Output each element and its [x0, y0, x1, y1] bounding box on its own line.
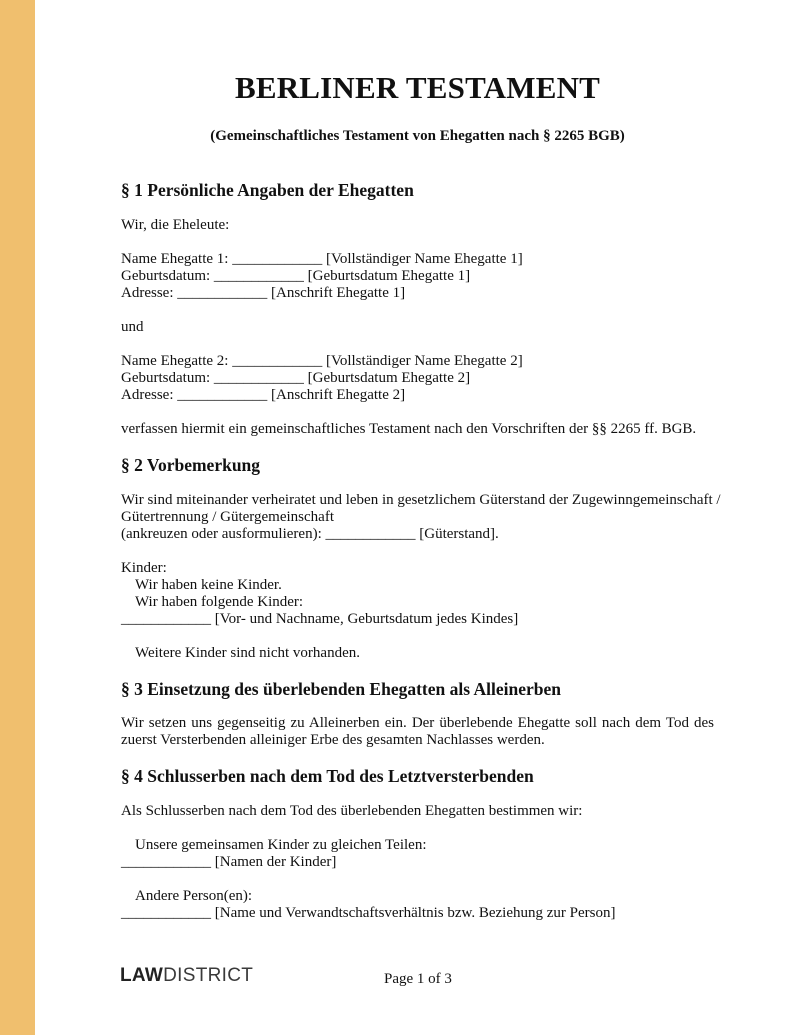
spouse2-address-field: Adresse: ____________ [Anschrift Ehegatte 2]	[121, 387, 406, 403]
children-field: ____________ [Vor- und Nachname, Geburtsdatum jedes Kindes]	[121, 611, 519, 627]
section-3-para: Wir setzen uns gegenseitig zu Alleinerben ein. Der überlebende Ehegatte soll nach dem Tod des zuerst Versterbenden alleiniger Erbe des gesamten Nachlasses werden.	[121, 715, 714, 748]
heirs-children-field: ____________ [Namen der Kinder]	[121, 854, 337, 870]
page-number: Page 1 of 3	[384, 971, 452, 987]
section-4-intro: Als Schlusserben nach dem Tod des überlebenden Ehegatten bestimmen wir:	[121, 803, 583, 819]
option-has-children: Wir haben folgende Kinder:	[135, 594, 304, 610]
option-common-children: Unsere gemeinsamen Kinder zu gleichen Teilen:	[135, 837, 427, 853]
logo-part-law: LAW	[120, 965, 164, 986]
option-other-persons: Andere Person(en):	[135, 888, 253, 904]
option-no-children: Wir haben keine Kinder.	[135, 577, 282, 593]
lawdistrict-logo	[120, 965, 253, 987]
gueterstand-field: (ankreuzen oder ausformulieren): ____________ [Güterstand].	[121, 526, 499, 542]
und-text: und	[121, 319, 144, 335]
section-3-heading: § 3 Einsetzung des überlebenden Ehegatten als Alleinerben	[121, 679, 561, 699]
heirs-other-field: ____________ [Name und Verwandtschaftsverhältnis bzw. Beziehung zur Person]	[121, 905, 616, 921]
spouse1-name-field: Name Ehegatte 1: ____________ [Vollständiger Name Ehegatte 1]	[121, 251, 523, 267]
logo-part-district: DISTRICT	[163, 965, 254, 986]
section-2-heading: § 2 Vorbemerkung	[121, 455, 261, 475]
spouse1-address-field: Adresse: ____________ [Anschrift Ehegatte 1]	[121, 285, 406, 301]
spouse2-name-field: Name Ehegatte 2: ____________ [Vollständiger Name Ehegatte 2]	[121, 353, 523, 369]
document-title: BERLINER TESTAMENT	[234, 70, 601, 105]
side-accent-bar	[0, 0, 35, 1035]
section-1-heading: § 1 Persönliche Angaben der Ehegatten	[121, 180, 414, 200]
section-2-para-line1: Wir sind miteinander verheiratet und leben in gesetzlichem Güterstand der Zugewinngemeinschaft /	[121, 492, 721, 508]
section-2-para-line2: Gütertrennung / Gütergemeinschaft	[121, 509, 334, 525]
spouse1-birthdate-field: Geburtsdatum: ____________ [Geburtsdatum Ehegatte 1]	[121, 268, 471, 284]
no-more-children: Weitere Kinder sind nicht vorhanden.	[135, 645, 360, 661]
section-1-closing: verfassen hiermit ein gemeinschaftliches Testament nach den Vorschriften der §§ 2265 ff. BGB.	[121, 421, 697, 437]
kinder-label: Kinder:	[121, 560, 167, 576]
document-subtitle: (Gemeinschaftliches Testament von Ehegatten nach § 2265 BGB)	[210, 128, 625, 144]
section-1-intro: Wir, die Eheleute:	[121, 217, 230, 233]
spouse2-birthdate-field: Geburtsdatum: ____________ [Geburtsdatum Ehegatte 2]	[121, 370, 471, 386]
section-4-heading: § 4 Schlusserben nach dem Tod des Letztversterbenden	[121, 766, 534, 786]
